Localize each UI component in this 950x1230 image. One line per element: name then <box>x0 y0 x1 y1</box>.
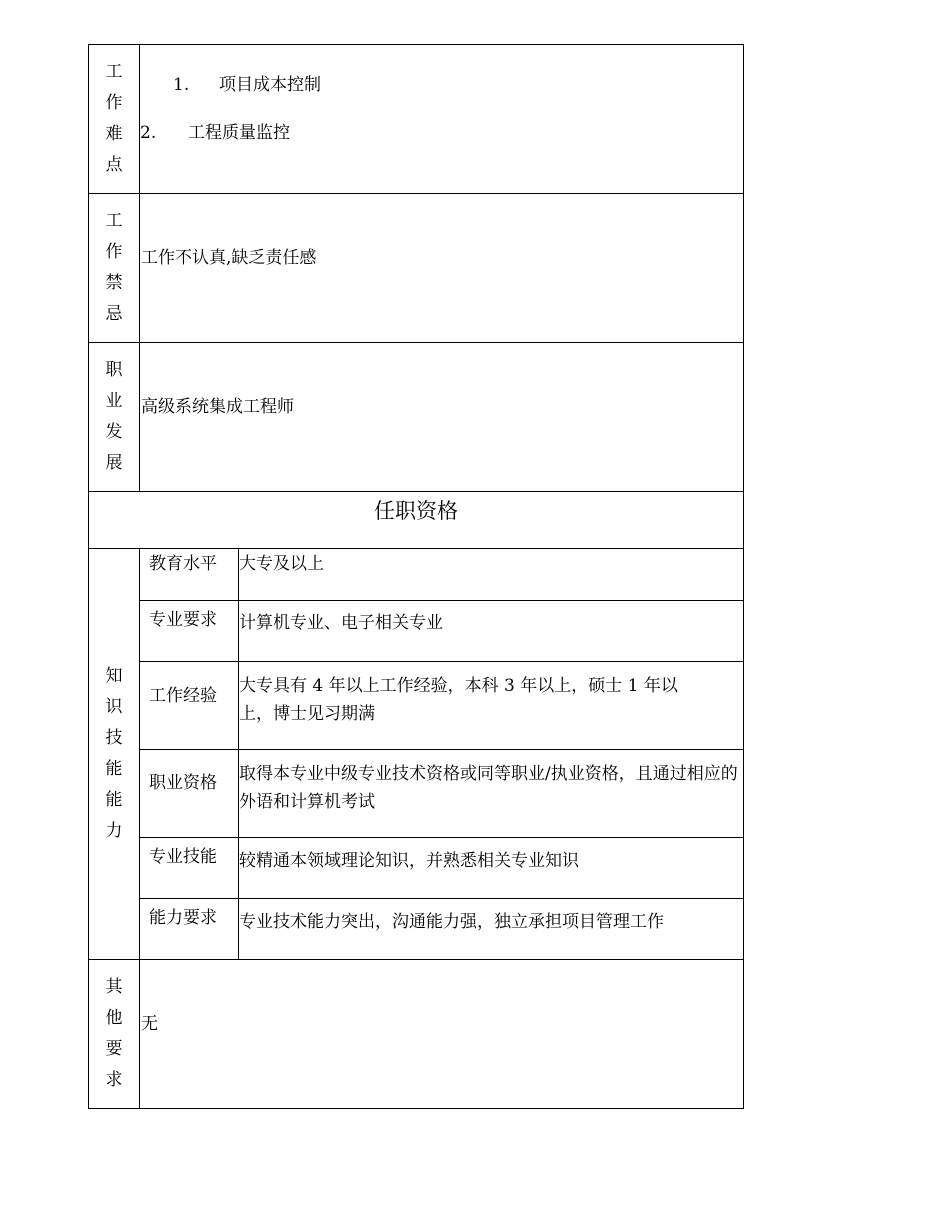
qualification-value <box>239 899 744 960</box>
other-text: 无 <box>141 1014 158 1034</box>
taboo-row <box>89 194 744 343</box>
list-item-number: 2. <box>140 123 157 143</box>
list-item-text: 项目成本控制 <box>219 75 321 95</box>
career-content <box>140 343 744 492</box>
qualification-row-experience <box>89 662 744 750</box>
qualification-value-text: 大专及以上 <box>239 554 324 574</box>
other-row <box>89 960 744 1109</box>
qualification-row-skills <box>89 838 744 899</box>
qualification-label-text: 教育水平 <box>149 554 217 574</box>
qualification-value <box>239 662 744 750</box>
career-label: 职业发展 <box>105 360 123 473</box>
career-text: 高级系统集成工程师 <box>141 397 294 417</box>
career-row <box>89 343 744 492</box>
other-label: 其他要求 <box>105 977 123 1090</box>
taboo-content <box>140 194 744 343</box>
qualification-value <box>239 838 744 899</box>
qualification-value-text: 计算机专业、电子相关专业 <box>239 613 443 633</box>
qualification-value-text: 大专具有 4 年以上工作经验，本科 3 年以上，硕士 1 年以上，博士见习期满 <box>239 676 678 724</box>
skills-group-label-cell <box>89 549 140 960</box>
taboo-label: 工作禁忌 <box>105 211 123 324</box>
qualification-row-education <box>89 549 744 601</box>
qualification-label <box>140 662 239 750</box>
list-item <box>140 71 743 99</box>
qualifications-header-row <box>89 492 744 549</box>
qualification-label <box>140 549 239 601</box>
skills-group-label: 知识技能能力 <box>105 666 123 841</box>
difficulty-list <box>140 45 743 147</box>
difficulty-label-cell <box>89 45 140 194</box>
qualification-row-certification <box>89 750 744 838</box>
qualification-value <box>239 549 744 601</box>
qualification-label-text: 专业技能 <box>149 847 217 867</box>
qualification-row-ability <box>89 899 744 960</box>
qualification-label <box>140 750 239 838</box>
other-content <box>140 960 744 1109</box>
career-label-cell <box>89 343 140 492</box>
qualification-value-text: 专业技术能力突出，沟通能力强，独立承担项目管理工作 <box>239 912 664 932</box>
qualification-label-text: 专业要求 <box>149 610 217 630</box>
list-item-number: 1. <box>173 75 190 95</box>
qualification-value-text: 较精通本领域理论知识，并熟悉相关专业知识 <box>239 851 579 871</box>
qualifications-header: 任职资格 <box>89 492 744 549</box>
taboo-text: 工作不认真,缺乏责任感 <box>141 248 317 268</box>
qualification-label <box>140 838 239 899</box>
qualification-value-text: 取得本专业中级专业技术资格或同等职业/执业资格，且通过相应的外语和计算机考试 <box>239 764 738 812</box>
qualification-label <box>140 601 239 662</box>
qualification-row-major <box>89 601 744 662</box>
qualification-label-text: 能力要求 <box>149 908 217 928</box>
taboo-label-cell <box>89 194 140 343</box>
difficulty-label: 工作难点 <box>105 62 123 175</box>
difficulty-row <box>89 45 744 194</box>
qualification-value <box>239 601 744 662</box>
difficulty-content <box>140 45 744 194</box>
qualification-label-text: 职业资格 <box>149 773 217 793</box>
list-item-text: 工程质量监控 <box>188 123 290 143</box>
list-item <box>140 119 743 147</box>
qualification-label-text: 工作经验 <box>149 686 217 706</box>
other-label-cell <box>89 960 140 1109</box>
qualification-label <box>140 899 239 960</box>
job-description-table <box>88 44 744 1109</box>
qualification-value <box>239 750 744 838</box>
